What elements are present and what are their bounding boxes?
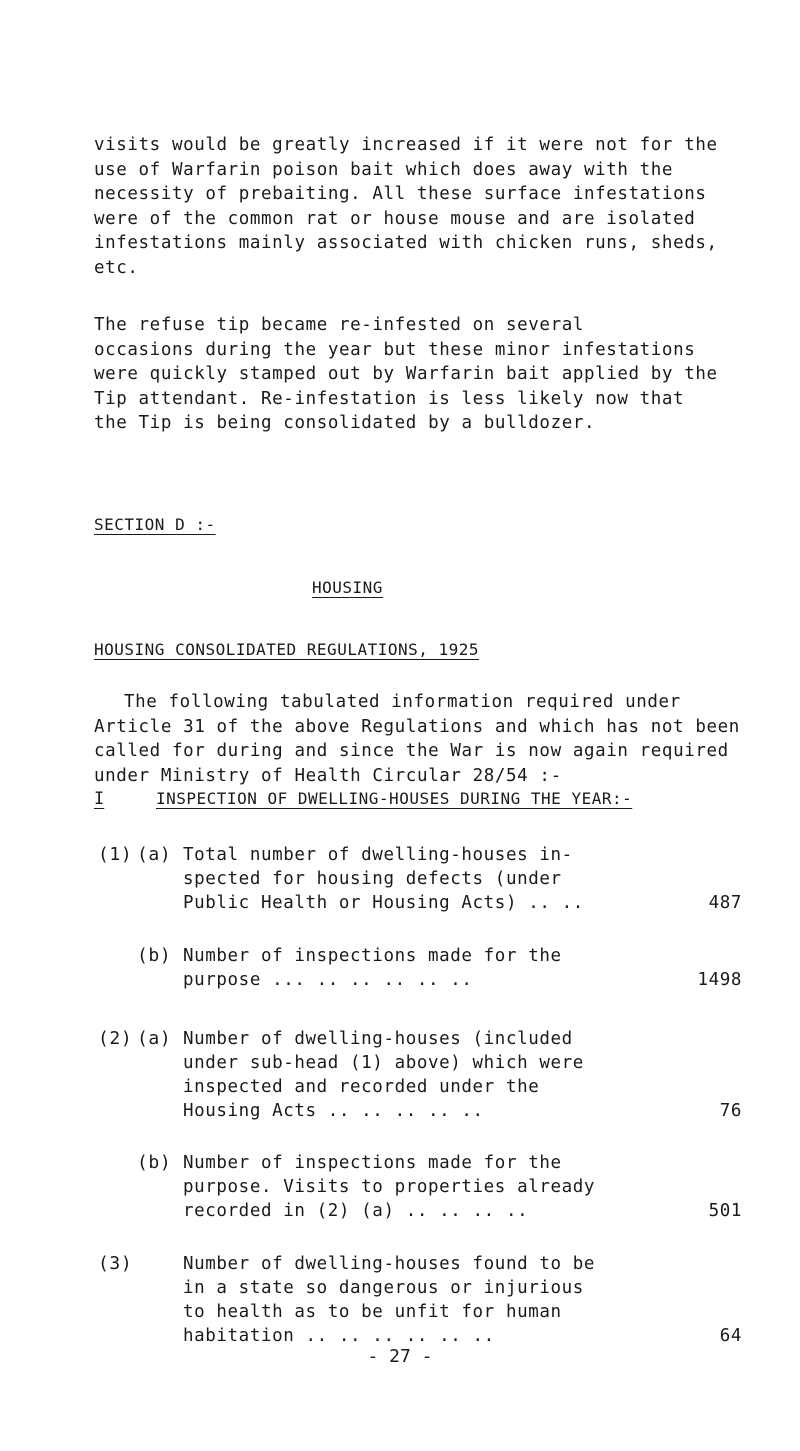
item-subletter: (a) (137, 844, 172, 865)
text-line: Number of inspections made for the (183, 946, 562, 966)
text-line: called for during and since the War is now again required (94, 741, 729, 761)
paragraph-refuse-tip (94, 313, 744, 436)
item-subletter: (b) (137, 1152, 172, 1173)
text-line: The refuse tip became re-infested on several (94, 315, 584, 335)
item-subletter: (a) (137, 1028, 172, 1049)
text-line: Public Health or Housing Acts) .. .. (183, 893, 584, 913)
item-description (183, 1252, 595, 1348)
housing-heading: HOUSING (312, 578, 383, 597)
paragraph-rat-infestations (94, 133, 744, 280)
item-description (183, 1151, 595, 1223)
text-line: etc. (94, 257, 139, 278)
item-description (183, 944, 562, 992)
section-heading: SECTION D :- (94, 515, 216, 534)
item-value: 501 (708, 1201, 742, 1221)
text-line: the Tip is being consolidated by a bulldozer. (94, 413, 596, 433)
text-line: infestations mainly associated with chicken runs, sheds, (94, 233, 718, 253)
text-line: Article 31 of the above Regulations and which has not been (94, 716, 740, 737)
page-number: - 27 - (367, 1346, 433, 1367)
text-line: Total number of dwelling-houses in- (183, 845, 573, 865)
text-line: Housing Acts .. .. .. .. .. (183, 1101, 484, 1121)
text-line: Number of dwelling-houses found to be (183, 1254, 596, 1274)
item-value: 1498 (697, 970, 742, 990)
item-description (183, 843, 584, 915)
paragraph-circular (94, 690, 774, 788)
item-number: (2) (98, 1028, 133, 1049)
text-line: visits would be greatly increased if it were not for the (94, 135, 718, 155)
text-line: Tip attendant. Re-infestation is less likely now that (94, 388, 685, 409)
text-line: purpose. Visits to properties already (183, 1177, 596, 1197)
text-line: use of Warfarin poison bait which does away with the (94, 159, 674, 180)
text-line: inspected and recorded under the (183, 1077, 540, 1097)
text-line: purpose ... .. .. .. .. .. (183, 970, 473, 990)
item-number: (1) (98, 844, 133, 865)
text-line: occasions during the year but these minor infestations (94, 339, 696, 360)
text-line: under sub-head (1) above) which were (183, 1053, 584, 1073)
item-value: 64 (719, 1326, 742, 1346)
text-line: necessity of prebaiting. All these surface infestations (94, 184, 707, 204)
text-line: Number of inspections made for the (183, 1153, 562, 1173)
inspection-heading: INSPECTION OF DWELLING-HOUSES DURING THE YEAR:- (156, 789, 633, 808)
text-line: habitation .. .. .. .. .. .. (183, 1326, 495, 1346)
item-subletter: (b) (137, 945, 172, 966)
text-line: Number of dwelling-houses (included (183, 1029, 573, 1049)
item-description (183, 1027, 584, 1123)
text-line: were of the common rat or house mouse and are isolated (94, 208, 696, 229)
item-number: (3) (98, 1253, 133, 1274)
text-line: were quickly stamped out by Warfarin bait applied by the (94, 364, 718, 384)
text-line: spected for housing defects (under (183, 869, 562, 889)
regulations-heading: HOUSING CONSOLIDATED REGULATIONS, 1925 (94, 640, 480, 659)
text-line: recorded in (2) (a) .. .. .. .. (183, 1201, 529, 1221)
item-value: 487 (708, 893, 742, 913)
text-line: in a state so dangerous or injurious (183, 1278, 584, 1298)
roman-numeral: I (94, 789, 105, 809)
text-line: to health as to be unfit for human (183, 1302, 562, 1322)
text-line: The following tabulated information required under (124, 692, 681, 712)
text-line: under Ministry of Health Circular 28/54 :- (94, 765, 562, 786)
item-value: 76 (719, 1101, 742, 1121)
